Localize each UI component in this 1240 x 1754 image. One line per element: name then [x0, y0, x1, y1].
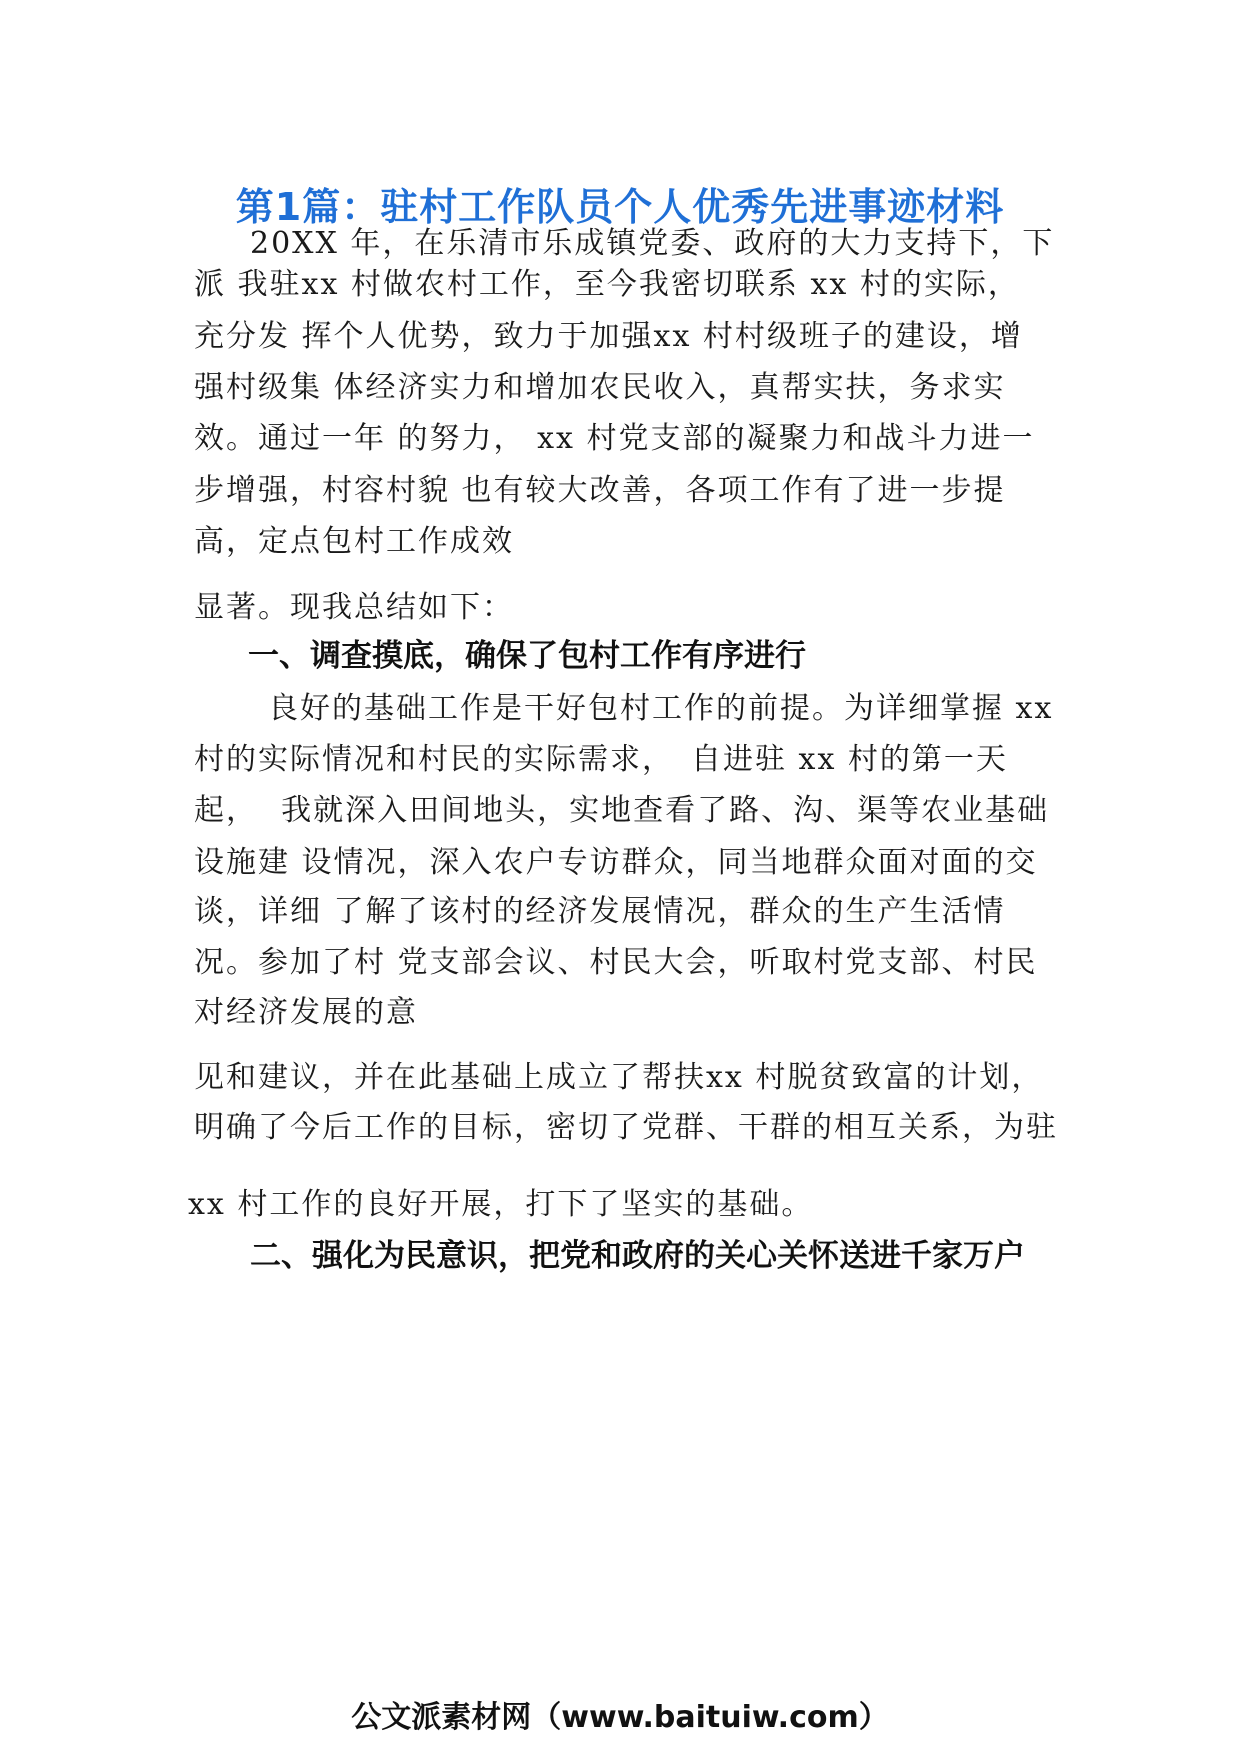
paragraph-line: 村的实际情况和村民的实际需求， 自进驻 xx 村的第一天: [194, 742, 1008, 777]
paragraph-line: 谈，详细 了解了该村的经济发展情况，群众的生产生活情: [194, 894, 1006, 929]
paragraph-line: 见和建议，并在此基础上成立了帮扶xx 村脱贫致富的计划，: [194, 1060, 1044, 1095]
paragraph-line: 良好的基础工作是干好包村工作的前提。为详细掌握 xx: [236, 691, 1054, 726]
paragraph-line: 设施建 设情况，深入农户专访群众，同当地群众面对面的交: [194, 845, 1038, 880]
document-title: 第1篇：驻村工作队员个人优秀先进事迹材料: [235, 185, 1005, 229]
paragraph-line: 况。参加了村 党支部会议、村民大会，听取村党支部、村民: [194, 945, 1038, 980]
section-heading-2: 二、强化为民意识，把党和政府的关心关怀送进千家万户: [250, 1238, 1025, 1274]
paragraph-line: 步增强，村容村貌 也有较大改善，各项工作有了进一步提: [194, 473, 1006, 508]
section-heading-1: 一、调查摸底，确保了包村工作有序进行: [248, 638, 806, 674]
paragraph-line: 充分发 挥个人优势，致力于加强xx 村村级班子的建设，增: [194, 319, 1023, 354]
paragraph-line: 显著。现我总结如下：: [194, 590, 514, 625]
paragraph-line: 起， 我就深入田间地头，实地查看了路、沟、渠等农业基础: [194, 793, 1050, 828]
paragraph-line: 高，定点包村工作成效: [194, 524, 514, 559]
paragraph-line: 强村级集 体经济实力和增加农民收入，真帮实扶，务求实: [194, 370, 1006, 405]
footer-source: 公文派素材网（www.baituiw.com）: [351, 1700, 889, 1735]
paragraph-line: 效。通过一年 的努力， xx 村党支部的凝聚力和战斗力进一: [194, 421, 1035, 456]
paragraph-line: 对经济发展的意: [194, 995, 418, 1030]
paragraph-line: 派 我驻xx 村做农村工作，至今我密切联系 xx 村的实际，: [194, 267, 1020, 302]
paragraph-line: xx 村工作的良好开展，打下了坚实的基础。: [188, 1187, 814, 1222]
paragraph-line: 明确了今后工作的目标，密切了党群、干群的相互关系，为驻: [194, 1110, 1058, 1145]
paragraph-line: 20XX 年，在乐清市乐成镇党委、政府的大力支持下，下: [218, 226, 1055, 261]
